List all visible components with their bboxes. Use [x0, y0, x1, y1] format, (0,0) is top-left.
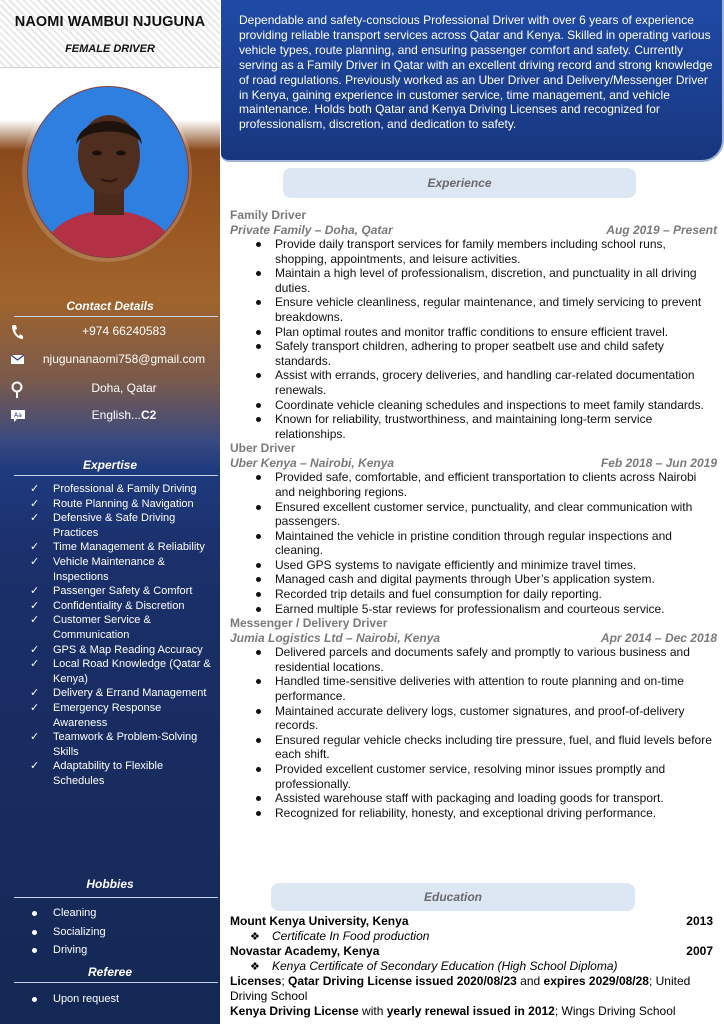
expertise-label: Time Management & Reliability: [53, 541, 205, 554]
expertise-divider: [14, 475, 218, 476]
job-duty: [254, 529, 717, 558]
job-duties: [254, 645, 717, 820]
profile-summary: Dependable and safety-conscious Professional Driver with over 6 years of experience providing reliable transport services across Qatar and Kenya. Skilled in operating various vehicle types, route planning, and ensuring passenger comfort and safety. Currently serving as a Family Driver in Qatar with an excellent driving record and strong knowledge of road regulations. Previously worked as an Uber Driver and Delivery/Messenger Driver in Kenya, gaining experience in customer service, time management, and vehicle maintenance. Holds both Qatar and Kenya Driving Licenses and recognized for professionalism, discretion, and dedication to safety.: [239, 13, 713, 132]
check-icon: ✓: [30, 643, 40, 656]
expertise-label: Vehicle Maintenance & Inspections: [53, 555, 165, 583]
expertise-item: [30, 686, 216, 701]
bullet-dot-icon: [256, 738, 261, 743]
job-title: Uber Driver: [230, 441, 296, 456]
referee-item-label: Upon request: [53, 993, 120, 1005]
check-icon: ✓: [30, 760, 40, 773]
job-duty-text: Recognized for reliability, honesty, and exceptional driving performance.: [275, 805, 657, 820]
sidebar: [0, 0, 220, 1024]
job-meta: [230, 631, 717, 646]
hobbies-heading: Hobbies: [86, 877, 134, 891]
bullet-dot-icon: [256, 373, 261, 378]
bullet-dot-icon: [256, 592, 261, 597]
referee-list: [30, 990, 216, 1009]
education-entry: [230, 914, 713, 929]
expertise-label: Customer Service & Communication: [53, 614, 151, 641]
bullet-dot-icon: [256, 403, 261, 408]
job-duty: [254, 645, 717, 674]
qatar-license-issued: Qatar Driving License issued 2020/08/23: [288, 974, 517, 989]
job-duty-text: Used GPS systems to navigate efficiently and minimize travel times.: [275, 557, 637, 572]
name-header: [0, 0, 220, 68]
education-section: [230, 914, 713, 1018]
profile-summary-box: [221, 0, 724, 162]
bullet-dot-icon: [256, 577, 261, 582]
education-detail-row: [230, 929, 713, 945]
job-entry: [230, 208, 717, 441]
job-meta: [230, 223, 717, 238]
hobby-item: [30, 904, 216, 923]
job-duty: [254, 339, 717, 368]
job-duty-text: Assisted warehouse staff with packaging and loading goods for transport.: [275, 791, 664, 806]
hobby-item-label: Socializing: [53, 925, 106, 938]
school-name: Novastar Academy, Kenya: [230, 944, 380, 959]
check-icon: ✓: [30, 687, 40, 700]
job-duty: [254, 266, 717, 295]
expertise-label: Delivery & Errand Management: [53, 687, 207, 700]
licenses-label: Licenses: [230, 974, 282, 989]
check-icon: ✓: [30, 541, 40, 554]
expertise-label: Professional & Family Driving: [53, 483, 197, 495]
kenya-driving-school: ; Wings Driving School: [554, 1003, 676, 1018]
experience-section: [230, 208, 717, 820]
job-duties: [254, 237, 717, 441]
language-level: C2: [141, 408, 157, 422]
job-duty: [254, 602, 717, 617]
job-duty-text: Earned multiple 5-star reviews for professionalism and courteous service.: [275, 601, 665, 616]
diamond-bullet-icon: ❖: [250, 960, 260, 973]
envelope-icon: [10, 352, 26, 368]
candidate-role: FEMALE DRIVER: [65, 43, 155, 55]
expertise-item: [30, 540, 216, 555]
bullet-dot-icon: [32, 997, 37, 1002]
check-icon: ✓: [30, 585, 40, 598]
check-icon: ✓: [30, 483, 40, 495]
job-employer: Jumia Logistics Ltd – Nairobi, Kenya: [230, 630, 441, 645]
job-duty-text: Maintained the vehicle in pristine condition through regular inspections and cleaning.: [275, 528, 672, 558]
expertise-label: Defensive & Safe Driving Practices: [53, 512, 176, 539]
job-dates: Feb 2018 – Jun 2019: [600, 455, 717, 470]
bullet-dot-icon: [256, 607, 261, 612]
job-duty-text: Safely transport children, adhering to proper seatbelt use and child safety standards.: [275, 339, 664, 368]
expertise-label: Adaptability to Flexible Schedules: [53, 760, 164, 787]
contact-phone: [0, 323, 220, 341]
bullet-dot-icon: [256, 767, 261, 772]
job-duty: [254, 806, 717, 821]
job-duty: [254, 572, 717, 587]
hobbies-divider: [14, 897, 218, 898]
contact-heading: Contact Details: [66, 299, 154, 313]
expertise-heading: Expertise: [82, 458, 138, 472]
expertise-item: [30, 511, 216, 540]
education-detail: Certificate In Food production: [272, 928, 430, 943]
hobby-item-label: Cleaning: [53, 907, 97, 919]
bullet-dot-icon: [32, 930, 37, 935]
diamond-bullet-icon: ❖: [250, 930, 260, 943]
experience-heading: Experience: [283, 168, 636, 198]
bullet-dot-icon: [256, 344, 261, 349]
job-duty-text: Assist with errands, grocery deliveries, and handling car-related documentation renewals.: [275, 368, 695, 397]
job-title: Messenger / Delivery Driver: [230, 616, 388, 631]
education-detail: Kenya Certificate of Secondary Education (High School Diploma): [272, 958, 618, 973]
language-text: [32, 408, 216, 422]
job-duty-text: Maintain a high level of professionalism, discretion, and punctuality in all driving duties.: [275, 266, 697, 295]
job-duty: [254, 733, 717, 762]
expertise-list: [30, 482, 216, 788]
expertise-label: Teamwork & Problem-Solving Skills: [53, 731, 198, 758]
contact-divider: [14, 316, 218, 317]
expertise-item: [30, 643, 216, 658]
job-duty: [254, 762, 717, 791]
job-employer: Uber Kenya – Nairobi, Kenya: [230, 455, 395, 470]
education-entry: [230, 944, 713, 959]
referee-divider: [14, 982, 218, 983]
bullet-dot-icon: [256, 242, 261, 247]
language-name: English...: [91, 408, 141, 422]
school-name: Mount Kenya University, Kenya: [230, 914, 409, 928]
license-kenya: [230, 1004, 713, 1019]
job-meta: [230, 456, 717, 471]
bullet-dot-icon: [256, 709, 261, 714]
expertise-item: [30, 599, 216, 614]
job-duty: [254, 500, 717, 529]
bullet-dot-icon: [256, 563, 261, 568]
expertise-item: [30, 497, 216, 512]
job-duty: [254, 470, 717, 499]
job-duty: [254, 398, 717, 413]
contact-language: [0, 407, 220, 425]
job-duty-text: Ensured regular vehicle checks including tire pressure, fuel, and fluid levels before each shift.: [275, 732, 712, 762]
svg-text:Aa: Aa: [14, 412, 22, 419]
job-duty-text: Coordinate vehicle cleaning schedules and inspections to meet family standards.: [275, 397, 704, 412]
bullet-dot-icon: [256, 330, 261, 335]
job-dates: Aug 2019 – Present: [606, 222, 717, 237]
bullet-dot-icon: [256, 271, 261, 276]
expertise-item: [30, 730, 216, 759]
job-duty-text: Maintained accurate delivery logs, customer signatures, and proof-of-delivery records.: [275, 703, 685, 733]
expertise-item: [30, 555, 216, 584]
expertise-label: GPS & Map Reading Accuracy: [53, 643, 203, 656]
referee-heading: Referee: [87, 965, 133, 979]
job-duties: [254, 470, 717, 616]
education-detail-row: [230, 959, 713, 975]
check-icon: ✓: [30, 599, 40, 612]
bullet-dot-icon: [256, 475, 261, 480]
speech-bubble-icon: [10, 408, 26, 424]
job-duty-text: Managed cash and digital payments through Uber’s application system.: [275, 572, 655, 587]
job-duty-text: Provide daily transport services for family members including school runs, shopping, appointments, and leisure activities.: [275, 237, 666, 266]
map-pin-icon: [10, 381, 26, 397]
bullet-dot-icon: [32, 911, 37, 916]
education-year: 2007: [686, 944, 713, 959]
education-heading: Education: [271, 883, 635, 911]
job-duty-text: Ensure vehicle cleanliness, regular maintenance, and timely servicing to prevent breakdowns.: [275, 295, 702, 324]
location-text: Doha, Qatar: [91, 381, 157, 395]
phone-number[interactable]: +974 66240583: [82, 324, 166, 338]
expertise-item: [30, 482, 216, 497]
qatar-driving-school: ; United Driving School: [230, 974, 691, 1003]
check-icon: ✓: [30, 731, 40, 744]
job-duty: [254, 704, 717, 733]
job-dates: Apr 2014 – Dec 2018: [600, 630, 717, 645]
expertise-item: [30, 613, 216, 642]
check-icon: ✓: [30, 555, 40, 568]
job-duty-text: Provided safe, comfortable, and efficient transportation to clients across Nairobi and neighboring regions.: [275, 470, 697, 499]
job-duty: [254, 791, 717, 806]
job-duty: [254, 368, 717, 397]
check-icon: ✓: [30, 497, 40, 510]
bullet-dot-icon: [32, 948, 37, 953]
license-qatar: [230, 974, 713, 1003]
bullet-dot-icon: [256, 505, 261, 510]
bullet-dot-icon: [256, 417, 261, 422]
hobby-item-label: Driving: [53, 944, 88, 956]
email-address[interactable]: njugunanaomi758@gmail.com: [42, 352, 206, 366]
bullet-dot-icon: [256, 811, 261, 816]
job-entry: [230, 616, 717, 820]
hobby-item: [30, 923, 216, 942]
bullet-dot-icon: [256, 796, 261, 801]
hobby-item: [30, 941, 216, 960]
expertise-item: [30, 657, 216, 686]
contact-email: [0, 351, 220, 369]
profile-photo: [27, 86, 189, 258]
job-duty-text: Recorded trip details and fuel consumption for daily reporting.: [275, 587, 602, 602]
check-icon: ✓: [30, 658, 40, 671]
job-duty: [254, 587, 717, 602]
expertise-label: Passenger Safety & Comfort: [53, 585, 193, 598]
job-duty: [254, 674, 717, 703]
bullet-dot-icon: [256, 300, 261, 305]
job-duty: [254, 325, 717, 340]
job-duty-text: Delivered parcels and documents safely and promptly to various business and residential locations.: [275, 645, 690, 674]
education-year: 2013: [686, 914, 713, 928]
expertise-label: Route Planning & Navigation: [53, 497, 194, 510]
job-duty-text: Ensured excellent customer service, punctuality, and clear communication with passengers.: [275, 499, 693, 529]
contact-location: [0, 380, 220, 398]
expertise-label: Local Road Knowledge (Qatar & Kenya): [53, 658, 211, 685]
license-connector: with: [358, 1003, 387, 1018]
check-icon: ✓: [30, 701, 40, 714]
expertise-item: [30, 701, 216, 730]
job-entry: [230, 441, 717, 616]
hobbies-list: [30, 904, 216, 960]
job-duty: [254, 558, 717, 573]
job-employer: Private Family – Doha, Qatar: [230, 222, 393, 237]
kenya-license-renewal: yearly renewal issued in 2012: [386, 1003, 555, 1018]
job-duty: [254, 237, 717, 266]
phone-icon: [10, 324, 26, 340]
check-icon: ✓: [30, 614, 40, 627]
job-duty-text: Handled time-sensitive deliveries with attention to route planning and on-time performance.: [275, 674, 684, 704]
job-title: Family Driver: [230, 208, 307, 222]
referee-item: [30, 990, 216, 1009]
expertise-label: Confidentiality & Discretion: [53, 599, 185, 612]
candidate-name: NAOMI WAMBUI NJUGUNA: [14, 14, 206, 30]
expertise-item: [30, 584, 216, 599]
check-icon: ✓: [30, 512, 40, 525]
job-duty: [254, 295, 717, 324]
license-separator: ;: [281, 974, 289, 989]
kenya-license: Kenya Driving License: [230, 1003, 359, 1018]
license-connector: and: [516, 974, 544, 989]
expertise-item: [30, 759, 216, 788]
job-duty-text: Plan optimal routes and monitor traffic conditions to ensure efficient travel.: [275, 324, 669, 339]
bullet-dot-icon: [256, 679, 261, 684]
bullet-dot-icon: [256, 534, 261, 539]
qatar-license-expiry: expires 2029/08/28: [543, 974, 649, 989]
job-duty-text: Known for reliability, trustworthiness, and maintaining long-term service relationships.: [275, 412, 653, 441]
job-duty: [254, 412, 717, 441]
job-duty-text: Provided excellent customer service, resolving minor issues promptly and professionally.: [275, 762, 666, 791]
bullet-dot-icon: [256, 650, 261, 655]
expertise-label: Emergency Response Awareness: [53, 701, 162, 729]
